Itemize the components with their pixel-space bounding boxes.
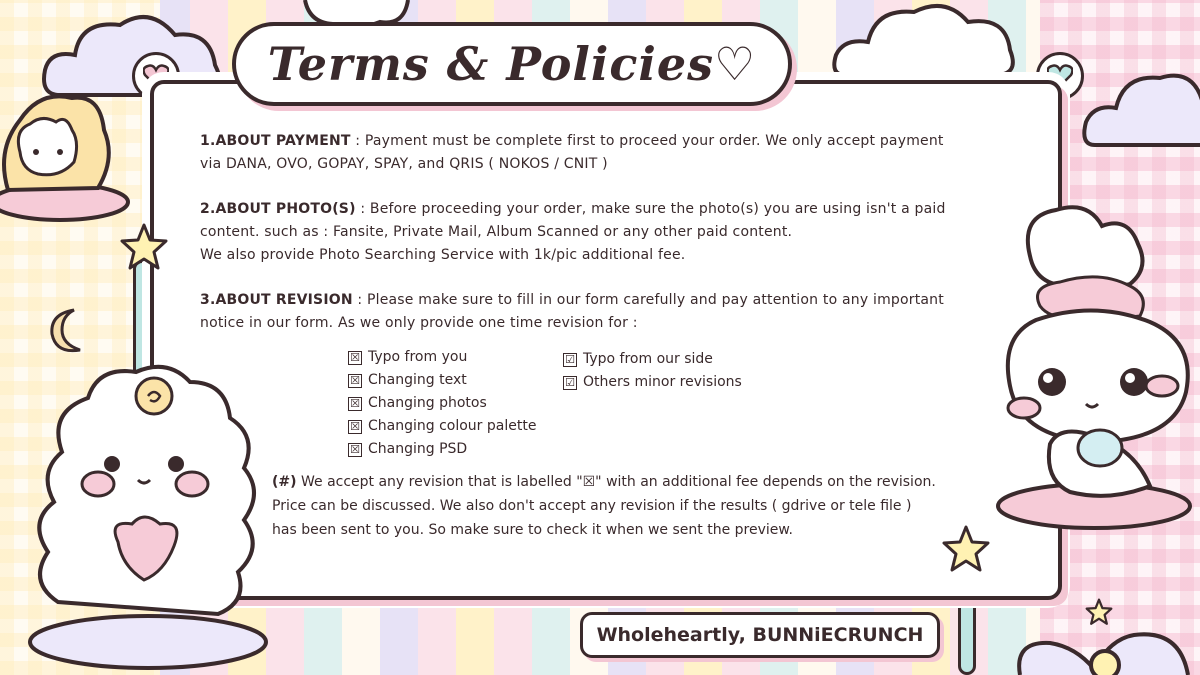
section-text: content. such as : Fansite, Private Mail, Album Scanned or any other paid content. xyxy=(200,224,793,240)
star-icon xyxy=(1084,598,1114,626)
list-item-label: Typo from our side xyxy=(583,351,713,367)
list-item xyxy=(348,369,536,392)
free-revision-list xyxy=(563,348,742,394)
list-item xyxy=(563,371,742,394)
x-box-icon: ☒ xyxy=(348,420,362,434)
paid-revision-list xyxy=(348,346,536,461)
bunny-chef-character xyxy=(990,196,1200,536)
list-item xyxy=(348,392,536,415)
section-payment xyxy=(200,130,990,176)
x-box-icon: ☒ xyxy=(348,351,362,365)
cloud-right xyxy=(1080,60,1200,150)
section-text: We also provide Photo Searching Service with 1k/pic additional fee. xyxy=(200,247,686,263)
section-revision xyxy=(200,289,990,335)
moon-cookie-icon xyxy=(44,306,90,356)
revision-checklist xyxy=(348,346,808,466)
star-icon xyxy=(940,524,992,574)
list-item-label: Typo from you xyxy=(368,349,468,365)
section-heading: 3.ABOUT REVISION xyxy=(200,292,353,308)
x-box-icon: ☒ xyxy=(348,374,362,388)
cloud-top-right xyxy=(830,0,1020,80)
section-heading: 1.ABOUT PAYMENT xyxy=(200,133,351,149)
title-banner xyxy=(232,22,792,106)
cream-puff-character xyxy=(0,80,135,230)
section-text: notice in our form. As we only provide one time revision for : xyxy=(200,315,638,331)
list-item-label: Changing text xyxy=(368,372,467,388)
fluffy-bear-character xyxy=(18,352,278,672)
signoff-badge xyxy=(580,612,940,658)
section-text: : Payment must be complete first to proceed your order. We only accept payment xyxy=(350,133,944,149)
page-title: Terms & Policies♡ xyxy=(267,37,757,91)
list-item xyxy=(348,346,536,369)
check-box-icon: ☑ xyxy=(563,353,577,367)
revision-note xyxy=(272,470,1002,542)
section-photos xyxy=(200,198,990,267)
list-item-label: Others minor revisions xyxy=(583,374,742,390)
list-item xyxy=(348,438,536,461)
note-text: has been sent to you. So make sure to check it when we sent the preview. xyxy=(272,522,793,538)
signoff-text: Wholeheartly, BUNNiECRUNCH xyxy=(596,624,924,646)
list-item-label: Changing PSD xyxy=(368,441,468,457)
terms-content xyxy=(200,130,990,357)
note-text: We accept any revision that is labelled "☒" with an additional fee depends on the revision. xyxy=(296,474,936,490)
section-text: : Please make sure to fill in our form carefully and pay attention to any important xyxy=(352,292,944,308)
bow-icon xyxy=(1010,625,1200,675)
list-item-label: Changing colour palette xyxy=(368,418,537,434)
section-heading: 2.ABOUT PHOTO(S) xyxy=(200,201,356,217)
x-box-icon: ☒ xyxy=(348,397,362,411)
list-item xyxy=(563,348,742,371)
note-text: Price can be discussed. We also don't accept any revision if the results ( gdrive or tele file ) xyxy=(272,498,912,514)
x-box-icon: ☒ xyxy=(348,443,362,457)
section-text: : Before proceeding your order, make sure the photo(s) you are using isn't a paid xyxy=(355,201,946,217)
section-text: via DANA, OVO, GOPAY, SPAY, and QRIS ( NOKOS / CNIT ) xyxy=(200,156,608,172)
note-prefix: (#) xyxy=(272,474,297,490)
list-item xyxy=(348,415,536,438)
list-item-label: Changing photos xyxy=(368,395,487,411)
check-box-icon: ☑ xyxy=(563,376,577,390)
